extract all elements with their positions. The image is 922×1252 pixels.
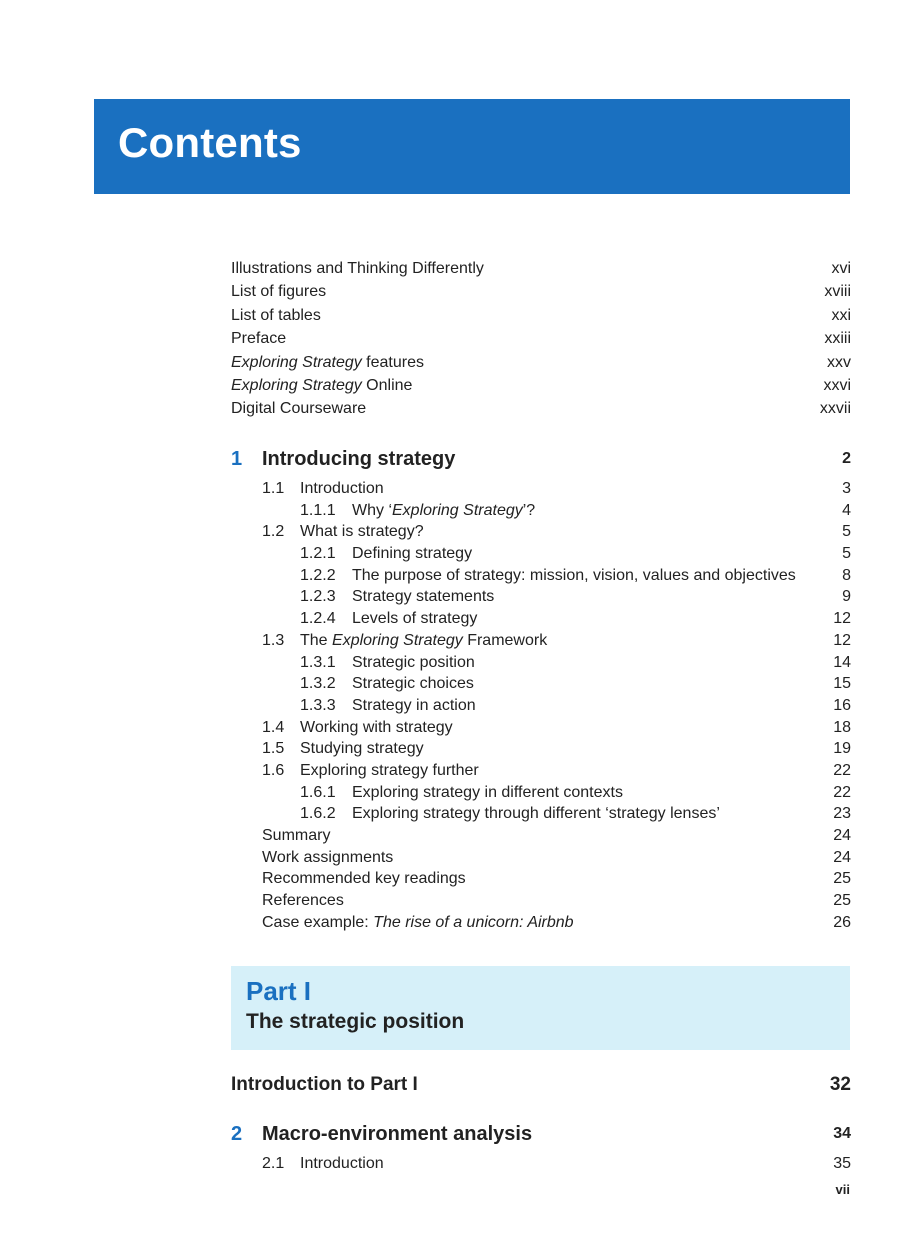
toc-entry-page: 24: [833, 827, 851, 844]
toc-entry[interactable]: [231, 545, 851, 567]
section-number: 1.3.2: [300, 675, 336, 693]
section-title: Summary: [262, 827, 331, 844]
toc-entry[interactable]: [231, 762, 851, 784]
toc-entry[interactable]: [231, 849, 851, 871]
chapter-heading[interactable]: [231, 1114, 851, 1154]
toc-entry-page: 12: [833, 631, 851, 649]
page-number: vii: [835, 1182, 850, 1197]
toc-entry-label: Exploring Strategy Online: [231, 376, 413, 394]
front-matter-list: [231, 260, 851, 424]
toc-entry[interactable]: [231, 588, 851, 610]
toc-entry-label: [262, 480, 384, 498]
toc-entry-page: 26: [833, 913, 851, 931]
toc-entry-page: 18: [833, 718, 851, 736]
section-title: Introduction: [300, 480, 384, 497]
toc-entry-label: Preface: [231, 330, 287, 348]
toc-entry-label: Illustrations and Thinking Differently: [231, 260, 484, 277]
toc-entry-label: [300, 545, 472, 563]
section-title: Defining strategy: [352, 545, 473, 563]
toc-entry[interactable]: [231, 784, 851, 806]
toc-entry[interactable]: [231, 377, 851, 400]
chapter-page: 34: [833, 1125, 851, 1142]
toc-entry[interactable]: [231, 740, 851, 762]
chapter-heading[interactable]: [231, 439, 851, 479]
section-title: Why ‘Exploring Strategy’?: [352, 501, 536, 519]
toc-entry-page: 16: [833, 696, 851, 714]
toc-entry-label: Digital Courseware: [231, 400, 367, 418]
toc-entry-label: List of tables: [231, 306, 321, 324]
section-title: What is strategy?: [300, 523, 424, 541]
section-title: Strategy in action: [352, 696, 476, 714]
section-number: 1.2.4: [300, 610, 336, 628]
section-title: Strategic choices: [352, 675, 474, 693]
contents-banner: [94, 99, 850, 194]
toc-entry[interactable]: [231, 567, 851, 589]
toc-entry-label: [300, 502, 535, 520]
toc-entry-page: 12: [833, 610, 851, 628]
toc-entry-page: 24: [833, 848, 851, 866]
part-title: The strategic position: [246, 1010, 465, 1033]
toc-entry-label: [300, 654, 475, 672]
toc-entry-label: [262, 870, 466, 888]
toc-entry[interactable]: [231, 330, 851, 353]
toc-entry-page: xxvi: [823, 376, 851, 394]
toc-entry[interactable]: [231, 400, 851, 423]
toc-entry-label: [300, 805, 720, 823]
toc-entry-label: [262, 892, 344, 910]
part-intro-title: Introduction to Part I: [231, 1074, 418, 1095]
toc-entry-page: 5: [842, 523, 851, 541]
toc-entry[interactable]: [231, 654, 851, 676]
section-title: Case example: The rise of a unicorn: Airbnb: [262, 913, 574, 931]
chapter-number: 2: [231, 1122, 243, 1145]
section-number: 1.2.1: [300, 545, 336, 563]
section-title: Work assignments: [262, 848, 394, 866]
toc-entry[interactable]: [231, 675, 851, 697]
section-number: 1.3: [262, 631, 285, 649]
section-number: 1.2: [262, 523, 285, 541]
section-title: Exploring strategy further: [300, 761, 479, 779]
toc-entry-page: xxi: [831, 306, 851, 324]
section-title: Exploring strategy through different ‘strategy lenses’: [352, 805, 720, 823]
toc-entry-page: 9: [842, 588, 851, 606]
toc-entry[interactable]: [231, 719, 851, 741]
toc-entry-page: 3: [842, 480, 851, 497]
section-title: Strategic position: [352, 653, 475, 671]
section-title: Exploring strategy in different contexts: [352, 783, 623, 801]
section-number: 1.1: [262, 480, 285, 497]
part-intro-entry[interactable]: [231, 1070, 851, 1100]
toc-entry-label: [262, 632, 547, 650]
chapter-2-entries: [231, 1155, 851, 1177]
toc-entry-page: 25: [833, 870, 851, 888]
chapter-1-entries: [231, 480, 851, 935]
section-number: 1.6.2: [300, 805, 336, 823]
section-title: References: [262, 892, 344, 910]
toc-entry-page: 25: [833, 892, 851, 910]
toc-entry-label: [262, 762, 479, 780]
toc-entry-label: [262, 719, 453, 737]
section-title: The purpose of strategy: mission, vision, values and objectives: [352, 566, 796, 584]
toc-entry[interactable]: [231, 523, 851, 545]
toc-entry-label: [300, 567, 796, 585]
toc-entry-page: xxvii: [819, 400, 851, 418]
toc-entry-page: 15: [833, 675, 851, 693]
section-number: 1.5: [262, 740, 285, 758]
section-number: 1.3.3: [300, 696, 336, 714]
toc-entry-label: List of figures: [231, 283, 327, 301]
section-title: Strategy statements: [352, 588, 495, 606]
page-title: Contents: [118, 119, 302, 166]
section-number: 1.2.3: [300, 588, 336, 606]
toc-entry[interactable]: [231, 1155, 851, 1177]
toc-entry-page: xvi: [831, 260, 851, 277]
toc-entry[interactable]: [231, 260, 851, 283]
toc-entry-page: xxv: [827, 353, 851, 371]
toc-entry-label: [300, 588, 494, 606]
toc-entry-page: 8: [842, 566, 851, 584]
toc-entry[interactable]: [231, 827, 851, 849]
chapter-page: 2: [842, 450, 851, 467]
section-title: Working with strategy: [300, 718, 453, 736]
section-number: 1.6.1: [300, 783, 336, 801]
toc-entry-page: xviii: [824, 283, 851, 301]
section-title: Recommended key readings: [262, 870, 466, 888]
chapter-title: Macro-environment analysis: [262, 1122, 533, 1145]
part-label: Part I: [246, 976, 312, 1006]
toc-entry-label: [300, 697, 476, 715]
toc-entry[interactable]: [231, 697, 851, 719]
toc-entry[interactable]: [231, 502, 851, 524]
section-title: Introduction: [300, 1155, 384, 1172]
toc-entry-page: 22: [833, 783, 851, 801]
section-number: 2.1: [262, 1155, 285, 1172]
toc-entry-label: [262, 827, 330, 845]
toc-entry-page: 14: [833, 653, 851, 671]
toc-entry-label: [262, 914, 574, 932]
toc-entry-page: 22: [833, 761, 851, 779]
toc-entry-label: [262, 523, 424, 541]
toc-entry-label: [262, 740, 424, 758]
toc-entry[interactable]: [231, 283, 851, 306]
toc-entry[interactable]: [231, 870, 851, 892]
section-title: The Exploring Strategy Framework: [300, 631, 548, 649]
toc-entry-label: [300, 610, 477, 628]
section-number: 1.6: [262, 761, 285, 779]
toc-entry-page: 35: [833, 1155, 851, 1172]
chapter-title: Introducing strategy: [262, 447, 456, 470]
toc-entry-page: 4: [842, 501, 851, 519]
chapter-2-section: [231, 1114, 851, 1177]
toc-entry-page: 19: [833, 740, 851, 758]
toc-entry-label: [262, 849, 393, 867]
toc-entry-page: 5: [842, 545, 851, 563]
section-number: 1.2.2: [300, 566, 336, 584]
section-title: Studying strategy: [300, 740, 424, 758]
section-number: 1.4: [262, 718, 285, 736]
chapter-number: 1: [231, 447, 243, 470]
section-number: 1.3.1: [300, 653, 336, 671]
toc-entry-page: 23: [833, 805, 851, 823]
section-number: 1.1.1: [300, 501, 336, 519]
toc-entry[interactable]: [231, 354, 851, 377]
toc-entry[interactable]: [231, 610, 851, 632]
part-banner: [231, 966, 850, 1050]
toc-entry-label: [300, 784, 623, 802]
toc-entry[interactable]: [231, 914, 851, 936]
toc-entry-label: Exploring Strategy features: [231, 353, 424, 371]
toc-entry-label: [262, 1155, 384, 1173]
toc-entry[interactable]: [231, 805, 851, 827]
toc-entry[interactable]: [231, 480, 851, 502]
section-title: Levels of strategy: [352, 610, 478, 628]
part-intro-page: 32: [829, 1074, 851, 1095]
toc-entry[interactable]: [231, 632, 851, 654]
toc-entry-label: [300, 675, 474, 693]
chapter-1-section: [231, 439, 851, 935]
toc-entry-page: xxiii: [824, 330, 851, 348]
toc-entry[interactable]: [231, 892, 851, 914]
toc-entry[interactable]: [231, 307, 851, 330]
